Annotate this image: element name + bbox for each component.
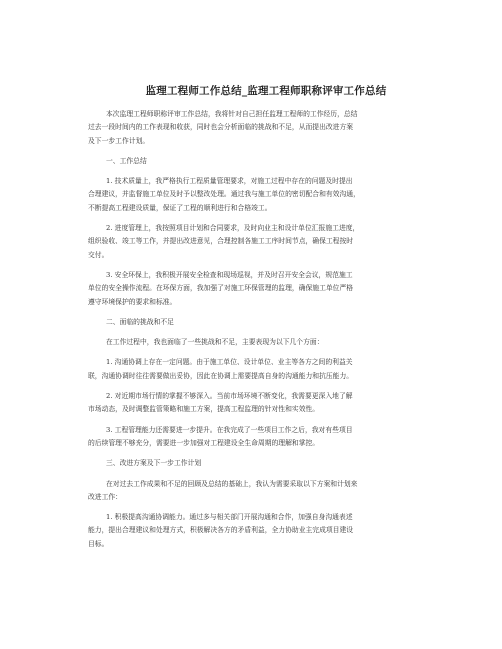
document-body (88, 108, 444, 551)
text-line: 1. 沟通协调上存在一定问题。由于施工单位、设计单位、业主等各方之间的利益关 (106, 358, 353, 367)
text-line: 3. 工程管理能力还需要进一步提升。在我完成了一些项目工作之后，我对有些项目 (106, 425, 353, 434)
paragraph-summary-2 (88, 222, 444, 262)
text-line: 联，沟通协调时往往需要做出妥协，因此在协调上需要提高自身的沟通能力和抗压能力。 (88, 371, 354, 380)
text-line: 交付。 (88, 250, 109, 259)
text-line: 不断提高工程建设质量，保证了工程的顺利进行和合格竣工。 (88, 203, 272, 212)
text-line: 在工作过程中，我也面临了一些挑战和不足，主要表现为以下几个方面： (106, 338, 324, 347)
paragraph-heading-3 (88, 457, 444, 470)
paragraph-intro (88, 108, 444, 148)
text-line: 能力，提出合理建议和处理方式，积极解决各方的矛盾利益，全力协助业主完成项目建设 (88, 526, 354, 535)
text-line: 市场动态，及时调整监管策略和施工方案，提高工程监理的针对性和实效性。 (88, 405, 320, 414)
text-line: 合理建议，并监督施工单位及时予以整改处理。通过我与施工单位的密切配合和有效沟通， (88, 190, 360, 199)
text-line: 目标。 (88, 539, 109, 548)
text-line: 的后续管理不够充分，需要进一步加强对工程建设全生命周期的理解和掌控。 (88, 438, 320, 447)
paragraph-challenge-2 (88, 390, 444, 417)
document-title: 监理工程师工作总结_监理工程师职称评审工作总结 (145, 85, 387, 97)
text-line: 3. 安全环保上，我积极开展安全检查和现场巡视，并及时召开安全会议，规范施工 (106, 270, 353, 279)
text-line: 1. 技术质量上，我严格执行工程质量管理要求，对施工过程中存在的问题及时提出 (106, 177, 353, 186)
text-line: 在对过去工作成果和不足的回顾及总结的基础上，我认为需要采取以下方案和计划来 (106, 479, 358, 488)
text-line: 单位的安全操作流程。在环保方面，我加强了对施工环保管理的监理，确保施工单位严格 (88, 284, 354, 293)
paragraph-summary-3 (88, 269, 444, 309)
paragraph-challenge-intro (88, 336, 444, 349)
text-line: 1. 积极提高沟通协调能力。通过多与相关部门开展沟通和合作，加强自身沟通表述 (106, 513, 353, 522)
text-line: 2. 进度管理上，我按照项目计划和合同要求，及时向业主和设计单位汇报施工进度， (106, 224, 360, 233)
paragraph-plan-1 (88, 511, 444, 551)
text-line: 组织验收、竣工等工作，并提出改进意见，合理控制各施工工序时间节点，确保工程按时 (88, 237, 354, 246)
paragraph-challenge-3 (88, 424, 444, 451)
text-line: 过去一段时间内的工作表现和收获，同时也会分析面临的挑战和不足，从而提出改进方案 (88, 123, 354, 132)
text-line: 遵守环境保护的要求和标准。 (88, 297, 177, 306)
paragraph-challenge-1 (88, 356, 444, 383)
paragraph-heading-1 (88, 155, 444, 168)
text-line: 2. 对近期市场行情的掌握不够深入。当前市场环境不断变化，我需要更深入地了解 (106, 392, 353, 401)
paragraph-heading-2 (88, 316, 444, 329)
text-line: 二、面临的挑战和不足 (106, 317, 174, 326)
text-line: 三、改进方案及下一步工作计划 (106, 459, 202, 468)
text-line: 一、工作总结 (106, 156, 147, 165)
paragraph-plan-intro (88, 478, 444, 505)
text-line: 本次监理工程师职称评审工作总结，我将针对自己担任监理工程师的工作经历，总结 (106, 110, 358, 118)
text-line: 改进工作： (88, 492, 122, 501)
text-line: 及下一步工作计划。 (88, 136, 150, 145)
paragraph-summary-1 (88, 175, 444, 215)
